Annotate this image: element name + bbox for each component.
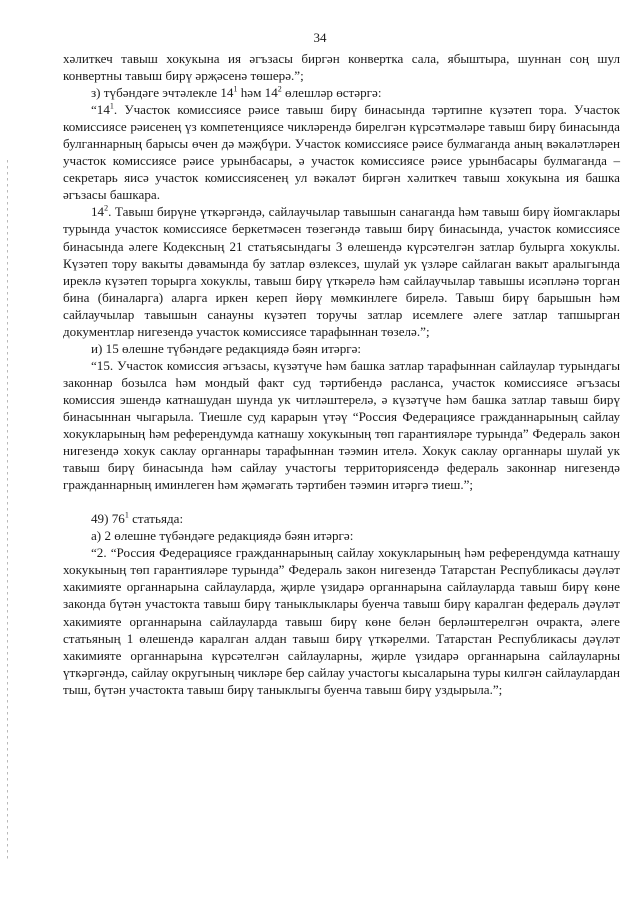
paragraph-item-49: 49) $76^1$ статьяда: <box>91 510 184 527</box>
paragraph-item-a: а) 2 өлешне түбәндәге редакциядә бәян итәргә: <box>91 528 354 544</box>
paragraph-item-i: и) 15 өлешне түбәндәге редакциядә бәян итәргә: <box>91 340 362 356</box>
paragraph-continuation: хәлиткеч тавыш хокукына ия әгъзасы биргән конвертка сала, ябыштыра, шуннан соң шул конвертны тавыш бирү әрҗәсенә төшерә.”; <box>63 51 620 84</box>
scan-edge-dots <box>7 160 8 860</box>
document-body <box>63 50 620 698</box>
paragraph-item-z: з) түбәндәге эчтәлекле $14^1$ һәм $14^2$ өлешләр өстәргә: <box>91 84 382 101</box>
paragraph-part-14-1: “$14^1$. Участок комиссиясе рәисе тавыш бирү бинасында тәртипне күзәтеп тора. Участок комиссиясе рәисенең үз компетенциясе чикләрендә бирелгән күрсәтмәләре тавыш бирү бинасында булганнарның барысы өчен дә мәҗбүри. Участок комиссиясе рәисе булмаганда аның вәкаләтләрен участок комиссиясе рәисе урынбасары, ә участок комиссиясе рәисе урынбасары булмаганда – секретарь яисә участок комиссиясенең ул вәкаләт биргән хәлиткеч тавыш хокукына ия башка әгъзасы башкара. <box>63 101 620 203</box>
paragraph-part-14-2: $14^2$. Тавыш бирүне үткәргәндә, сайлаучылар тавышын санаганда һәм тавыш бирү йомгаклары турында участок комиссиясе беркетмәсен төзегәндә тавыш бирү бинасында, участок комиссиясе бинасында әлеге Кодексның 21 статьясындагы 3 өлешендә күрсәтелгән затлар булырга хокуклы. Күзәтеп тору вакыты дәвамында бу затлар өзлексез, шулай ук үзләре сайлаган вакыт аралыгында иреклә күзәтеп торырга хокуклы, тавыш бирү үткәрелә һәм сайлаучылар тавышы исәпләнә торган бина (биналарга) аларга иркен кереп йөрү мөмкинлеге бирелә. Тавыш бирү барышын һәм сайлаучылар тавышын санауны күзәтеп торучы затлар исемлеге әлеге затлар тапшырган документлар нигезендә участок комиссиясе тарафыннан төзелә.”; <box>63 204 620 339</box>
paragraph-part-2: “2. “Россия Федерациясе гражданнарының сайлау хокукларының һәм референдумда катнашу хокукының төп гарантияләре турында” Федераль закон нигезендә Татарстан Республикасы дәүләт хакимияте органнарына сайлауларда, җирле үзидарә органнарына сайлауларда тавыш бирү көне законда бүтән участокта тавыш бирү таныклыклары буенча тавыш бирү каралган федераль дәүләт хакимияте органнарына сайлауларда тавыш бирү көне белән берләштерелгән очракта, әлеге статьяның 1 өлешендә каралган алдан тавыш бирү үткәрелми. Татарстан Республикасы дәүләт хакимияте органнарына күрсәтелгән сайлауларны, җирле үзидарә органнарына сайлауларны үткәргәндә, сайлау округының чикләре бер сайлау участогы кысаларына туры килгән сайлаулардан тыш, бүтән участокта тавыш бирү таныклыгы буенча тавыш бирү уздырыла.”; <box>63 545 620 697</box>
paragraph-part-15: “15. Участок комиссия әгъзасы, күзәтүче һәм башка затлар тарафыннан сайлаулар турындагы законнар бозылса һәм мондый факт суд тәртибендә расланса, участок комиссиясе әгъзасы комиссия эшендә катнашудан шунда ук читләштерелә, ә күзәтүче һәм башка затлар тавыш бирү бинасыннан чыгарыла. Тиешле суд карарын үтәү “Россия Федерациясе гражданнарының сайлау хокукларының һәм референдумда катнашу хокукының төп гарантияләре турында” Федераль закон нигезендә хокук саклау органнары тарафыннан тәэмин ителә. Хокук саклау органнары шулай ук тавыш бирү бинасында һәм сайлау участогы территориясендә федераль законнар нигезендә гражданнарның иминлеген һәм җәмәгать тәртибен тәэмин итәргә тиеш.”; <box>63 357 620 493</box>
page-number: 34 <box>313 30 327 45</box>
